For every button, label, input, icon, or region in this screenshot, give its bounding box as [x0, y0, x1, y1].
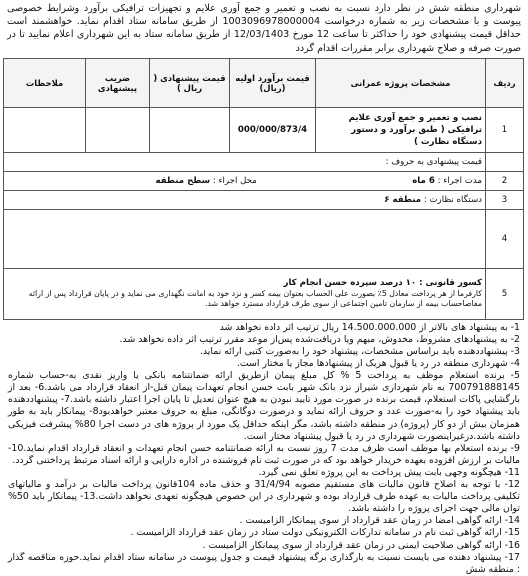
- row-number: 1: [486, 107, 524, 152]
- duration-location-cell: [4, 171, 486, 190]
- blank-row: [4, 209, 524, 268]
- offer-price-cell: [150, 107, 230, 152]
- supervisor-value: منطقه ۶: [384, 194, 422, 205]
- condition-item: 14- ارائه گواهی امضا در زمان عقد قرارداد از سوی پیمانکار الزامیست .: [239, 515, 520, 527]
- header-project-specs: مشخصات پروژه عمرانی: [316, 58, 486, 107]
- row-number: 5: [486, 268, 524, 319]
- row-number-empty: [486, 152, 524, 171]
- intro-paragraph: شهرداری منطقه شش در نظر دارد نسبت به نصب و تعمیر و جمع آوری علایم و تجهیزات ترافیکی برآورد وشرایط خصوصی پیوست و با مشخصات زیر به شماره درخواست 1003096978000004 از طریق سامانه ستاد اقدام نماید. خواهشمند است حداقل قیمت پیشنهادی خود را حداکثر تا ساعت 12 مورخ 12/03/1403 از طریق سامانه ستاد به این شهرداری اعلام نمایید تا در صورت صرفه و صلاح شهرداری برابر مقررات اقدام گردد: [7, 3, 522, 54]
- header-notes: ملاحظات: [4, 58, 86, 107]
- deductions-cell: [4, 268, 486, 319]
- row-number: 4: [486, 209, 524, 268]
- offer-in-words-label: قیمت پیشنهادی به حروف :: [4, 152, 486, 171]
- inquiry-table: [3, 58, 524, 320]
- initial-price-value: 000/000/873/4: [230, 107, 316, 152]
- deductions-row: [4, 268, 524, 319]
- condition-item: 1- به پیشنهاد های بالاتر از 14.500.000.000 ریال ترتیب اثر داده نخواهد شد: [219, 321, 520, 333]
- blank-cell: [4, 209, 486, 268]
- row-number: 3: [486, 190, 524, 209]
- row-number: 2: [486, 171, 524, 190]
- document-page: [4, 0, 524, 576]
- condition-item: 5- برنده استعلام موظف به پرداخت 5 % کل مبلغ پیمان ازطریق ارائه ضمانتنامه بانکی یا واریز نقدی به-حساب شماره 700791888145 به نام شهرداری شیراز نزد بانک شهر بابت حسن انجام تعهدات پیمان قبل-از انعقاد قرارداد می باشد.6- بعد از بارگشایی پاکات استعلام، قیمت برنده در صورت مورد تایید نبودن به هیچ عنوان تعدیل تا پایان اجرا اعتبار داشته باشد.7- پیشنهاددهنده باید پیشنهاد خود را به-صورت عدد و حروف ارائه نماید و درصورت دوگانگی، مبلغ به حروف معتبر خواهدبود8- پیمانکار باید به طور همزمان بیش از دو کار (پروژه) در منطقه داشته باشد، مگر اینکه حداقل یک مورد از پروژه های در دست اجرا 80% پیشرفت فیزیکی داشته باشد.درغیراینصورت شهرداری در رد یا قبول پیشنهاد مختار است.: [8, 370, 521, 442]
- header-initial-price: قیمت برآورد اولیه (ریال): [230, 58, 316, 107]
- condition-item: 16- ارائه گواهی صلاحیت ایمنی در زمان عقد قرارداد از سوی پیمانکار الزامیست .: [202, 539, 520, 551]
- table-row: [4, 107, 524, 152]
- duration-location-row: [4, 171, 524, 190]
- offer-in-words-row: [4, 152, 524, 171]
- project-title: نصب و تعمیر و جمع آوری علایم ترافیکی ( طبق برآورد و دستور دستگاه نظارت ): [316, 107, 486, 152]
- supervisor-label: دستگاه نظارت :: [423, 194, 482, 205]
- table-header-row: [4, 58, 524, 107]
- condition-item: 9- برنده استعلام بها موظف است ظرف مدت 7 روز نسبت به ارائه ضمانتنامه حسن انجام تعهدات و انعقاد قرارداد اقدام نماید.10- مالیات بر ارزش افزوده بعهده خریدار خواهد بود که در صورت ثبت نام فروشنده در اداره دارایی و ارائه اسناد مرتبط پرداختنی گردد.: [8, 442, 520, 466]
- deductions-title: کسور قانونی : ۱۰ درصد سپرده حسن انجام کار: [283, 278, 482, 289]
- supervisor-cell: [4, 190, 486, 209]
- duration-label: مدت اجراء :: [437, 175, 482, 186]
- header-offer-coefficient: ضریب پیشنهادی: [86, 58, 150, 107]
- deductions-body: کارفرما از هر پرداخت معادل 5٪ بصورت علی الحساب بعنوان بیمه کسر و نزد خود به امانت نگهداری می نماید و در پایان قرارداد پس از ارائه مفاصاحساب بیمه از سازمان تامین اجتماعی از سوی طرف قرارداد مسترد خواهد شد.: [28, 289, 482, 309]
- duration-value: 6 ماه: [412, 175, 435, 186]
- conditions-list: [8, 322, 520, 576]
- header-offer-price: قیمت پیشنهادی ( ریال ): [150, 58, 230, 107]
- condition-item: 15- ارائه گواهی ثبت نام در سامانه تدارکات الکترونیکی دولت ستاد در زمان عقد قرارداد الزامیست .: [130, 527, 520, 539]
- condition-item: 4- شهرداری منطقه در رد یا قبول هریک از پیشنهادها مجاز یا مختار است.: [236, 358, 520, 370]
- supervisor-row: [4, 190, 524, 209]
- location-label: محل اجراء :: [212, 175, 257, 186]
- condition-item: 17- پیشنهاد دهنده می بایست نسبت به بارگذاری برگه پیشنهاد قیمت و جدول پیوست در سامانه ستاد اقدام نماید.حوزه مناقصه گذار : منطقه شش: [8, 551, 520, 575]
- notes-cell: [4, 107, 86, 152]
- location-value: سطح منطقه: [155, 175, 211, 186]
- offer-coefficient-cell: [86, 107, 150, 152]
- condition-item: 12- با توجه به اصلاح قانون مالیات های مستقیم مصوبه 31/4/94 و حذف ماده 104قانون پرداخت مالیات بر درآمد و مالیاتهای تکلیفی پرداخت مالیات به عهده طرف قرارداد بوده و شهرداری در این خصوص هیچگونه تعهدی نخواهد داشت.13- پیمانکار باید 50% توان مالی جهت اجرای پروژه را داشته باشد.: [8, 479, 520, 515]
- condition-item: 11- هیچگونه وجهی بابت پیش پرداخت به این پروژه تعلق نمی گیرد.: [258, 466, 520, 478]
- header-row-number: ردیف: [486, 58, 524, 107]
- condition-item: 3- پیشنهاددهنده باید براساس مشخصات، پیشنهاد خود را به‌صورت کتبی ارائه نماید.: [199, 346, 520, 357]
- condition-item: 2- به پیشنهادهای مشروط، مخدوش، مبهم ویا دریافت‌شده پس‌از موعد مقرر ترتیب اثر داده نخواهد شد.: [119, 333, 520, 345]
